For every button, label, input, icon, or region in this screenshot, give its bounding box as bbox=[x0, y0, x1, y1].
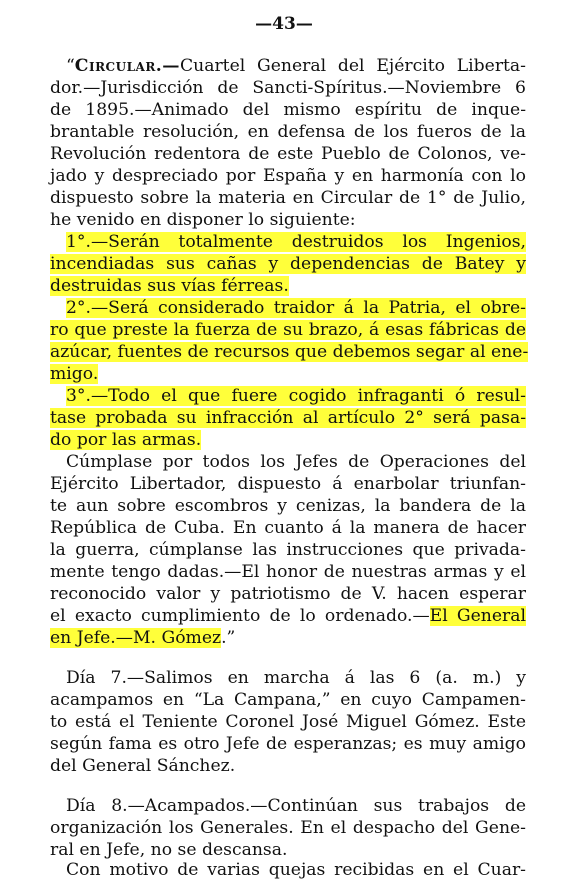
text-line: “Circular.—Cuartel General del Ejército Liberta- bbox=[66, 56, 526, 76]
highlight: ro que preste la fuerza de su brazo, á esas fábricas de bbox=[50, 320, 526, 340]
text-line: Revolución redentora de este Pueblo de Colonos, ve- bbox=[50, 144, 526, 164]
highlighted-line bbox=[50, 407, 526, 429]
highlighted-line bbox=[50, 341, 529, 363]
highlighted-line bbox=[50, 275, 289, 297]
text-line: el exacto cumplimiento de lo ordenado.—El General bbox=[50, 606, 526, 626]
text-line: Con motivo de varias quejas recibidas en el Cuar- bbox=[66, 860, 526, 880]
text-line: he venido en disponer lo siguiente: bbox=[50, 210, 356, 230]
highlighted-line bbox=[50, 429, 201, 451]
highlighted-line bbox=[66, 385, 526, 407]
signature-highlight: El General bbox=[429, 606, 526, 626]
text-line: te aun sobre escombros y cenizas, la bandera de la bbox=[50, 496, 526, 516]
highlighted-line bbox=[66, 297, 526, 319]
text-line: dispuesto sobre la materia en Circular de 1° de Julio, bbox=[50, 188, 526, 208]
text-line: ral en Jefe, no se descansa. bbox=[50, 840, 288, 860]
highlight: do por las armas. bbox=[50, 430, 202, 450]
text-line: reconocido valor y patriotismo de V. hacen esperar bbox=[50, 584, 526, 604]
text-line: acampamos en “La Campana,” en cuyo Campamen- bbox=[50, 690, 526, 710]
text-line: Ejército Libertador, dispuesto á enarbolar triunfan- bbox=[50, 474, 526, 494]
highlighted-line bbox=[50, 319, 526, 341]
signature-highlight: en Jefe.—M. Gómez bbox=[50, 628, 222, 648]
text-line: Cúmplase por todos los Jefes de Operaciones del bbox=[66, 452, 526, 472]
highlighted-line bbox=[50, 363, 98, 385]
highlight: 3°.—Todo el que fuere cogido infraganti ó resul- bbox=[66, 386, 526, 406]
text-line: jado y despreciado por España y en harmonía con lo bbox=[50, 166, 526, 186]
circular-heading: Circular.— bbox=[74, 56, 180, 76]
text-line: brantable resolución, en defensa de los fueros de la bbox=[50, 122, 526, 142]
text-line: mente tengo dadas.—El honor de nuestras armas y el bbox=[50, 562, 526, 582]
text-line: del General Sánchez. bbox=[50, 756, 236, 776]
text-line: de 1895.—Animado del mismo espíritu de inque- bbox=[50, 100, 526, 120]
text-line: Día 8.—Acampados.—Continúan sus trabajos de bbox=[66, 796, 526, 816]
text-line: to está el Teniente Coronel José Miguel Gómez. Este bbox=[50, 712, 526, 732]
text-line: la guerra, cúmplanse las instrucciones que privada- bbox=[50, 540, 526, 560]
closing-quote: .” bbox=[221, 628, 236, 648]
signature-line bbox=[50, 627, 235, 649]
opening-quote: “ bbox=[66, 56, 75, 76]
highlighted-line bbox=[66, 231, 526, 253]
page-number: —43— bbox=[255, 14, 313, 34]
highlight: 1°.—Serán totalmente destruidos los Ingenios, bbox=[66, 232, 526, 252]
highlight: migo. bbox=[50, 364, 99, 384]
text-line: según fama es otro Jefe de esperanzas; es muy amigo bbox=[50, 734, 526, 754]
text-line: dor.—Jurisdicción de Sancti-Spíritus.—Noviembre 6 bbox=[50, 78, 526, 98]
highlight: incendiadas sus cañas y dependencias de Batey y bbox=[50, 254, 526, 274]
highlighted-line bbox=[50, 253, 526, 275]
text-line: Día 7.—Salimos en marcha á las 6 (a. m.) y bbox=[66, 668, 526, 688]
highlight: azúcar, fuentes de recursos que debemos segar al ene- bbox=[50, 342, 529, 362]
highlight: tase probada su infracción al artículo 2° será pasa- bbox=[50, 408, 526, 428]
text-line: República de Cuba. En cuanto á la manera de hacer bbox=[50, 518, 526, 538]
text-line: organización los Generales. En el despacho del Gene- bbox=[50, 818, 526, 838]
highlight: destruidas sus vías férreas. bbox=[50, 276, 289, 296]
highlight: 2°.—Será considerado traidor á la Patria, el obre- bbox=[66, 298, 526, 318]
